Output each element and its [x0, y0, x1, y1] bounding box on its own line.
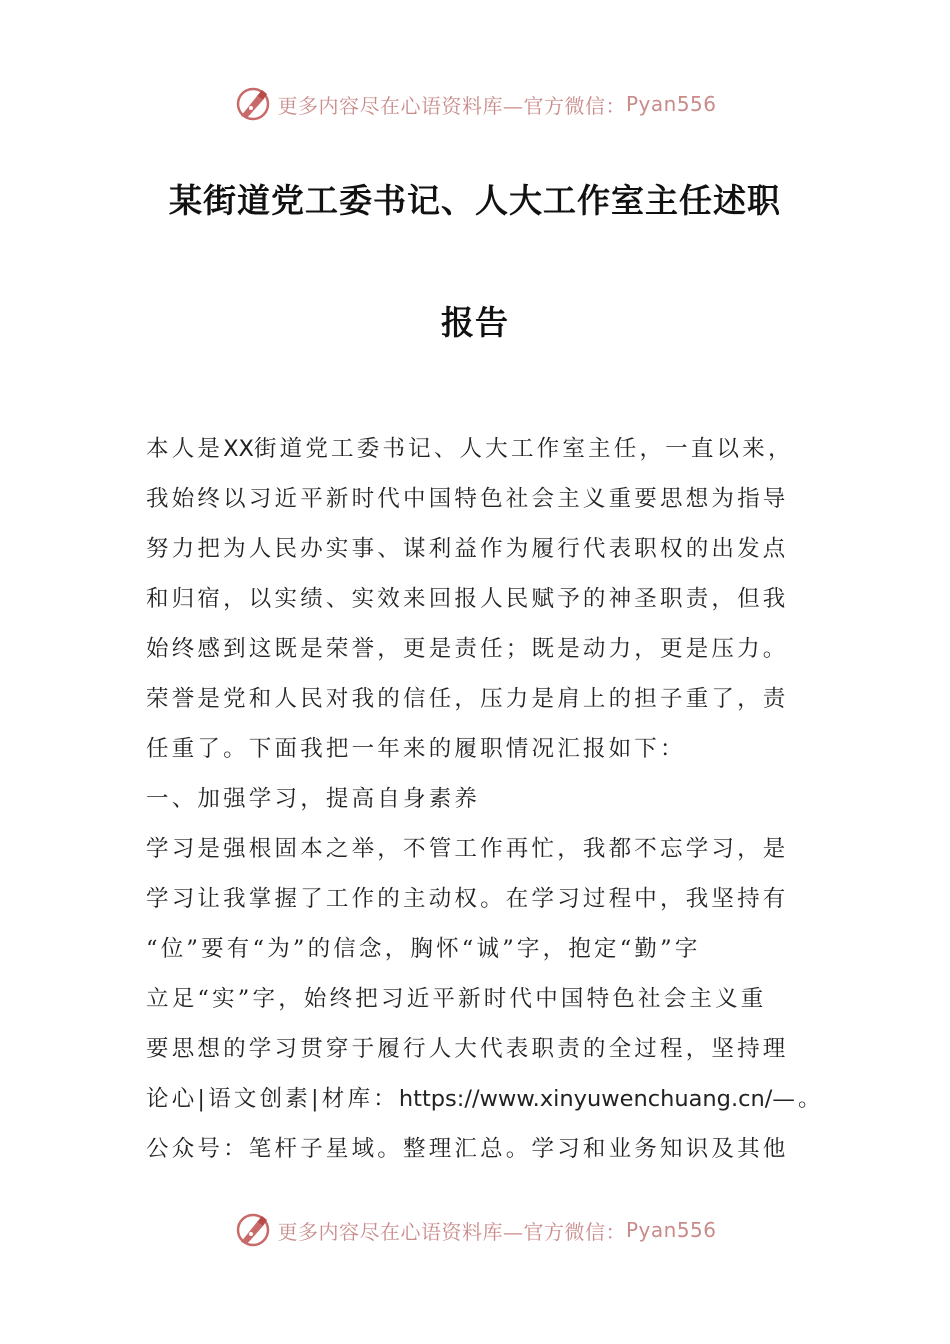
- watermark-text: 更多内容尽在心语资料库—官方微信：: [277, 1219, 626, 1244]
- document-body: [146, 424, 824, 1174]
- body-line: 学习是强根固本之举，不管工作再忙，我都不忘学习，是: [146, 836, 789, 862]
- watermark-wechat-id: Pyan556: [625, 1218, 717, 1242]
- watermark-wechat-id: Pyan556: [625, 92, 717, 116]
- body-line: 荣誉是党和人民对我的信任，压力是肩上的担子重了，责: [146, 686, 789, 712]
- header-watermark: [0, 82, 950, 126]
- document-title-line-1: 某街道党工委书记、人大工作室主任述职: [169, 181, 781, 220]
- body-line: 学习让我掌握了工作的主动权。在学习过程中，我坚持有: [146, 886, 789, 912]
- pen-nib-circle-icon: [233, 1210, 273, 1250]
- body-line: 本人是XX街道党工委书记、人大工作室主任，一直以来，: [146, 436, 794, 462]
- body-line: 要思想的学习贯穿于履行人大代表职责的全过程，坚持理: [146, 1036, 789, 1062]
- pen-nib-circle-icon: [233, 84, 273, 124]
- document-title-line-2: 报告: [441, 303, 509, 342]
- footer-watermark: [0, 1208, 950, 1252]
- latin-run: https://www.xinyuwenchuang.cn/: [398, 1086, 773, 1112]
- watermark-text: 更多内容尽在心语资料库—官方微信：: [277, 93, 626, 118]
- body-line: 和归宿，以实绩、实效来回报人民赋予的神圣职责，但我: [146, 586, 789, 612]
- body-line: 努力把为人民办实事、谋利益作为履行代表职权的出发点: [146, 536, 789, 562]
- body-line: 论心|语文创素|材库：https://www.xinyuwenchuang.cn/—。: [146, 1086, 824, 1112]
- body-line: 始终感到这既是荣誉，更是责任；既是动力，更是压力。: [146, 636, 789, 662]
- body-line: 立足“实”字，始终把习近平新时代中国特色社会主义重: [146, 986, 767, 1012]
- body-line: 一、加强学习，提高自身素养: [146, 786, 481, 812]
- body-line: 任重了。下面我把一年来的履职情况汇报如下：: [146, 736, 686, 762]
- body-line: “位”要有“为”的信念，胸怀“诚”字，抱定“勤”字: [146, 936, 701, 962]
- body-line: 我始终以习近平新时代中国特色社会主义重要思想为指导: [146, 486, 789, 512]
- body-line: 公众号：笔杆子星域。整理汇总。学习和业务知识及其他: [146, 1136, 789, 1162]
- latin-run: XX: [223, 436, 254, 462]
